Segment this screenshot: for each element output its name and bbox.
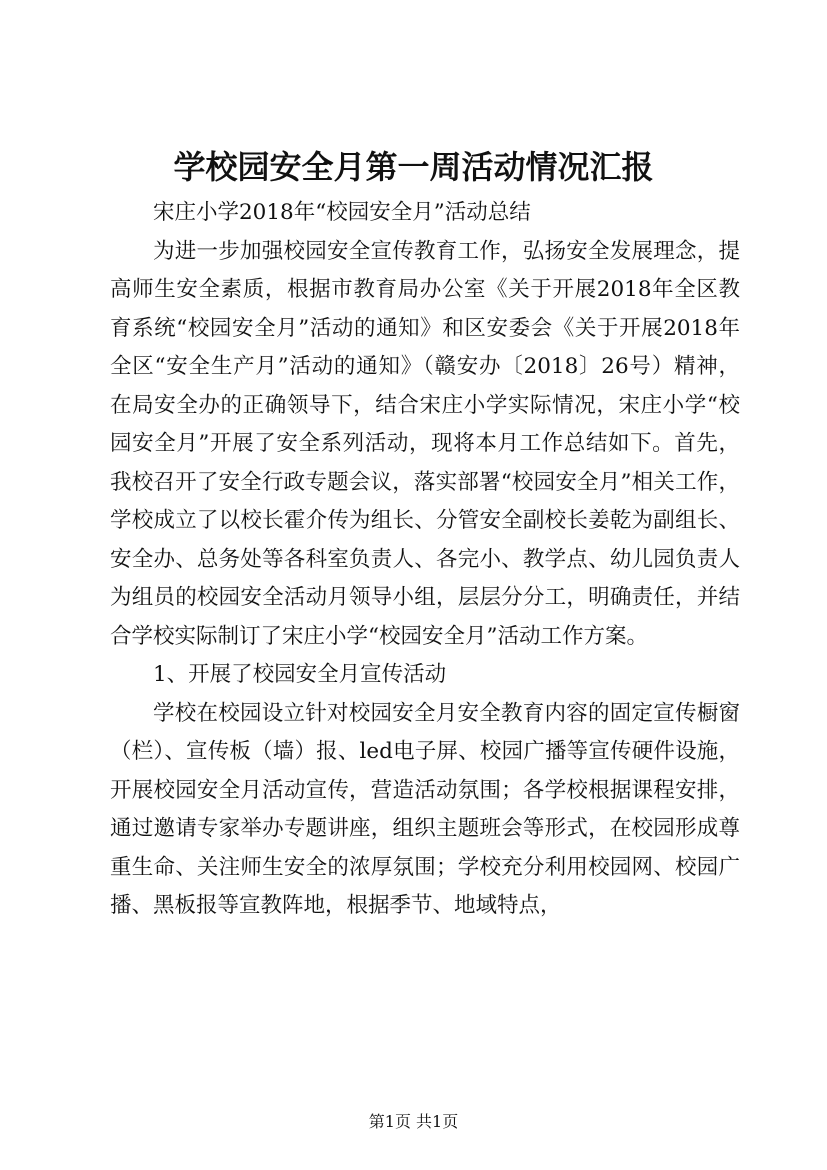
section-paragraph: 学校在校园设立针对校园安全月安全教育内容的固定宣传橱窗（栏）、宣传板（墙）报、led电子屏、校园广播等宣传硬件设施，开展校园安全月活动宣传，营造活动氛围；各学校根据课程安排，通过邀请专家举办专题讲座，组织主题班会等形式，在校园形成尊重生命、关注师生安全的浓厚氛围；学校充分利用校园网、校园广播、黑板报等宣教阵地，根据季节、地域特点， — [110, 700, 740, 918]
section-heading: 1、开展了校园安全月宣传活动 — [153, 662, 447, 687]
intro-paragraph: 为进一步加强校园安全宣传教育工作，弘扬安全发展理念，提高师生安全素质，根据市教育局办公室《关于开展2018年全区教育系统“校园安全月”活动的通知》和区安委会《关于开展2018年全区“安全生产月”活动的通知》（赣安办〔2018〕26号）精神，在局安全办的正确领导下，结合宋庄小学实际情况，宋庄小学“校园安全月”开展了安全系列活动，现将本月工作总结如下。首先，我校召开了安全行政专题会议，落实部署“校园安全月”相关工作，学校成立了以校长霍介传为组长、分管安全副校长姜乾为副组长、安全办、总务处等各科室负责人、各完小、教学点、幼儿园负责人为组员的校园安全活动月领导小组，层层分分工，明确责任，并结合学校实际制订了宋庄小学“校园安全月”活动工作方案。 — [110, 238, 740, 649]
page-footer: 第1页 共1页 — [368, 1112, 459, 1131]
page-title: 学校园安全月第一周活动情况汇报 — [173, 148, 654, 186]
document-body — [110, 194, 740, 926]
subtitle-paragraph: 宋庄小学2018年“校园安全月”活动总结 — [153, 200, 531, 225]
